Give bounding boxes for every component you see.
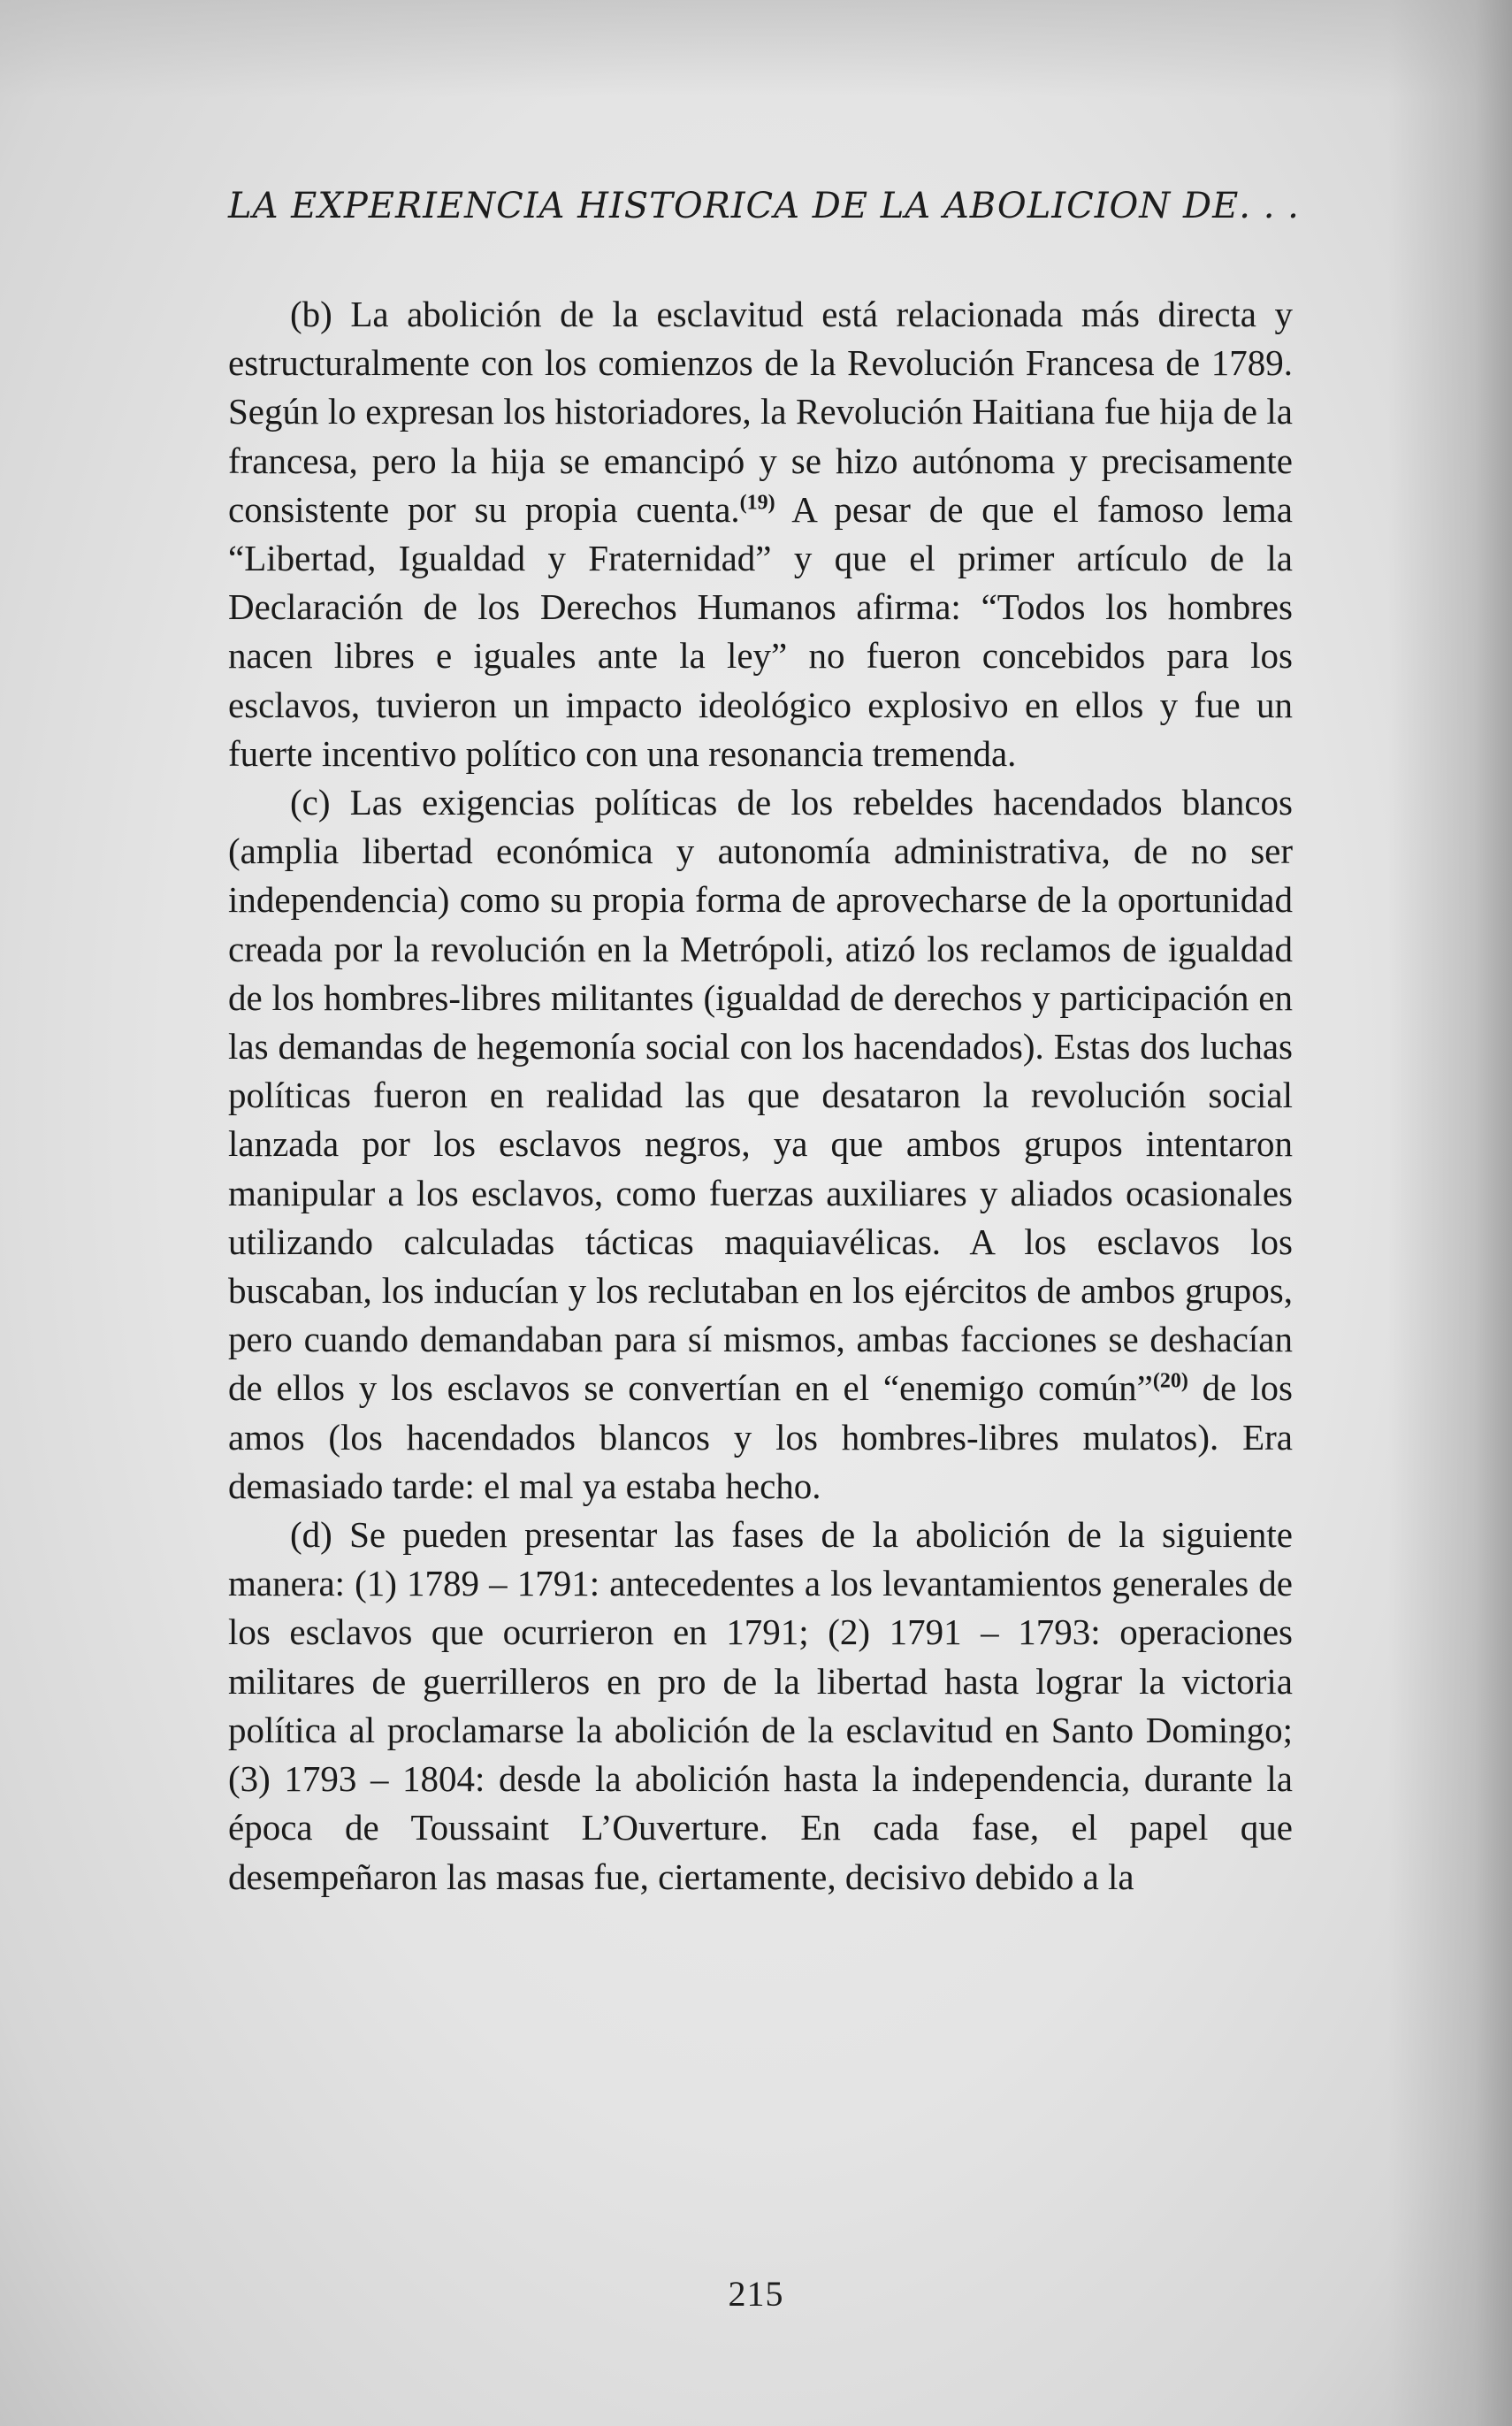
page-number: 215 [728,2274,784,2314]
paragraph-d [228,1511,1293,1902]
paragraph-d-text: (d) Se pueden presentar las fases de la abolición de la siguiente manera: (1) 1789 – 1791: antecedentes a los levantamientos generales de los esclavos que ocurrieron en 1791; (2) 1791 – 1793: operaciones militares de guerrilleros en pro de la libertad hasta lograr la victoria política al proclamarse la abolición de la esclavitud en Santo Domingo; (3) 1793 – 1804: desde la abolición hasta la independencia, durante la época de Toussaint L’Ouverture. En cada fase, el papel que desempeñaron las masas fue, ciertamente, decisivo debido a la [228,1514,1293,1897]
scan-shadow-top [0,0,1512,97]
footnote-ref-19: (19) [739,491,775,515]
paragraph-b [228,290,1293,778]
paragraph-c-part1: (c) Las exigencias políticas de los rebeldes hacendados blancos (amplia libertad económica y autonomía administrativa, de no ser independencia) como su propia forma de aprovecharse de la oportunidad creada por la revolución en la Metrópoli, atizó los reclamos de igualdad de los hombres-libres militantes (igualdad de derechos y participación en las demandas de hegemonía social con los hacendados). Estas dos luchas políticas fueron en realidad las que desataron la revolución social lanzada por los esclavos negros, ya que ambos grupos intentaron manipular a los esclavos, como fuerzas auxiliares y aliados ocasionales utilizando calculadas tácticas maquiavélicas. A los esclavos los buscaban, los inducían y los reclutaban en los ejércitos de ambos grupos, pero cuando demandaban para sí mismos, ambas facciones se deshacían de ellos y los esclavos se convertían en el “enemigo común” [228,782,1293,1409]
scan-shadow-right [1388,0,1512,2426]
paragraph-c-part2: de los amos (los hacendados blancos y los hombres-libres mulatos). Era demasiado tarde: el mal ya estaba hecho. [228,1367,1293,1506]
body-text [228,290,1293,1902]
paragraph-b-part1: (b) La abolición de la esclavitud está relacionada más directa y estructuralmente con los comienzos de la Revolución Francesa de 1789. Según lo expresan los historiadores, la Revolución Haitiana fue hija de la francesa, pero la hija se emancipó y se hizo autónoma y precisamente consistente por su propia cuenta. [228,294,1293,530]
paragraph-c [228,778,1293,1511]
footnote-ref-20: (20) [1152,1369,1188,1393]
paragraph-b-part2: A pesar de que el famoso lema “Libertad, Igualdad y Fraternidad” y que el primer artículo de la Declaración de los Derechos Humanos afirma: “Todos los hombres nacen libres e iguales ante la ley” no fueron concebidos para los esclavos, tuvieron un impacto ideológico explosivo en ellos y fue un fuerte incentivo político con una resonancia tremenda. [228,488,1294,774]
running-title: LA EXPERIENCIA HISTORICA DE LA ABOLICION DE. . . [228,186,1300,226]
